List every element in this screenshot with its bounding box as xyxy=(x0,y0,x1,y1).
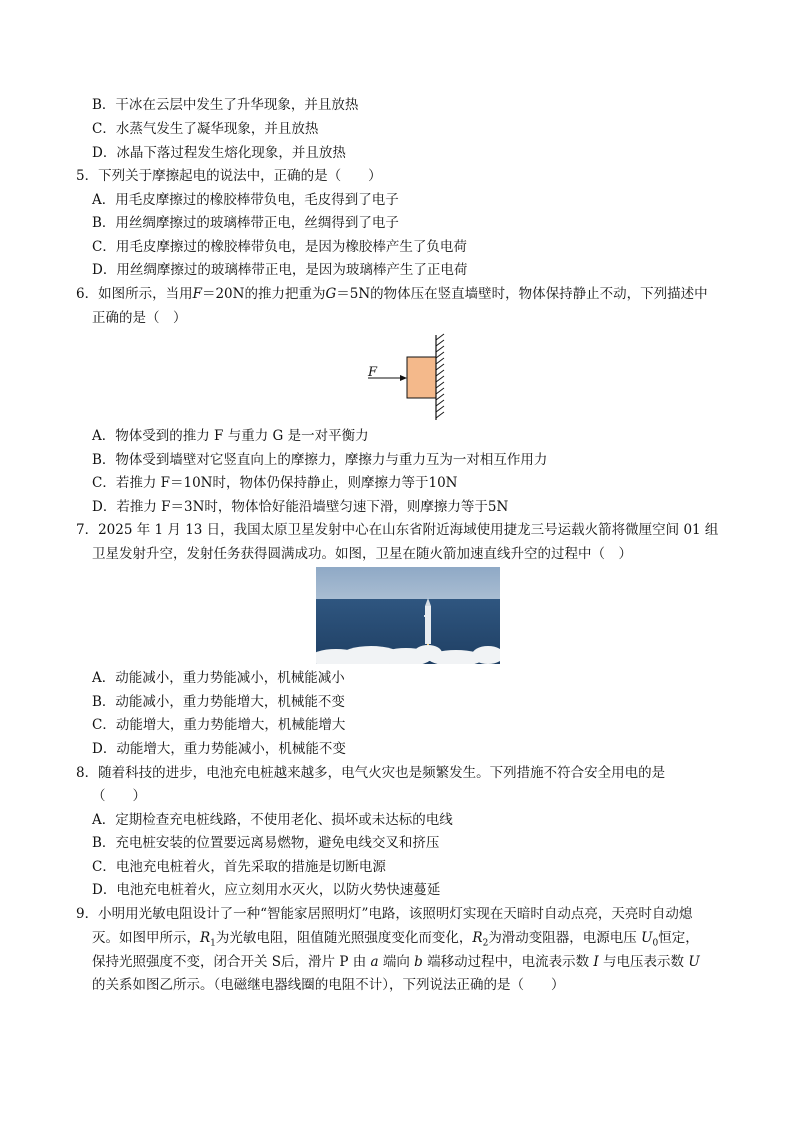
q9-text: 为滑动变阻器，电源电压 xyxy=(488,930,642,946)
q9-var-r2: R xyxy=(472,930,483,946)
q9-var-r1: R xyxy=(200,930,211,946)
q9-var-i: I xyxy=(593,954,599,970)
q9-var-a: a xyxy=(370,954,379,970)
q7-stem: 7．2025 年 1 月 13 日，我国太原卫星发射中心在山东省附近海域使用捷龙三号运载火箭将微厘空间 01 组 xyxy=(76,522,719,538)
q5-option-a: A．用毛皮摩擦过的橡胶棒带负电，毛皮得到了电子 xyxy=(92,192,399,208)
q9-text: 恒定， xyxy=(658,930,699,946)
q9-var-u: U xyxy=(688,954,700,970)
q5-option-b: B．用丝绸摩擦过的玻璃棒带正电，丝绸得到了电子 xyxy=(92,215,399,231)
q7-option-b: B．动能减小，重力势能增大，机械能不变 xyxy=(92,694,345,710)
q9-text: 为光敏电阻，阻值随光照强度变化而变化， xyxy=(215,930,473,946)
sky xyxy=(316,567,500,599)
q9-text: 灭。如图甲所示， xyxy=(92,930,200,946)
q9-line1: 9．小明用光敏电阻设计了一种“智能家居照明灯”电路，该照明灯实现在天暗时自动点亮，天亮时自动熄 xyxy=(76,906,693,922)
q7-option-c: C．动能增大，重力势能增大，机械能增大 xyxy=(92,717,346,733)
q8-option-d: D．电池充电桩着火，应立刻用水灭火，以防火势快速蔓延 xyxy=(92,882,441,898)
q5-option-d: D．用丝绸摩擦过的玻璃棒带正电，是因为玻璃棒产生了正电荷 xyxy=(92,262,468,278)
q6-var-f: F xyxy=(192,286,202,302)
q9-sub-1: 1 xyxy=(210,938,216,949)
q8-option-c: C．电池充电桩着火，首先采取的措施是切断电源 xyxy=(92,859,386,875)
q9-var-b: b xyxy=(414,954,423,970)
q6-option-a: A．物体受到的推力 F 与重力 G 是一对平衡力 xyxy=(92,428,369,444)
q4-option-c: C．水蒸气发生了凝华现象，并且放热 xyxy=(92,121,319,137)
block xyxy=(407,357,436,398)
q6-stem-line2: 正确的是（ ） xyxy=(92,310,187,326)
q9-line3 xyxy=(92,952,700,972)
q9-sub-0: 0 xyxy=(652,938,659,949)
q9-sub-2: 2 xyxy=(482,938,489,949)
force-arrow-head xyxy=(400,375,407,381)
q9-text: 与电压表示数 xyxy=(598,954,689,970)
q6-force-diagram xyxy=(360,330,460,425)
q6-option-c: C．若推力 F＝10N时，物体仍保持静止，则摩擦力等于10N xyxy=(92,475,458,491)
q6-diagram-label-f: F xyxy=(368,365,378,380)
wall-hatching xyxy=(436,334,444,418)
q6-eq1: ＝20N的推力把重为 xyxy=(201,286,326,302)
q9-text: 端移动过程中，电流表示数 xyxy=(422,954,594,970)
q6-var-g: G xyxy=(325,286,337,302)
q6-option-b: B．物体受到墙壁对它竖直向上的摩擦力，摩擦力与重力互为一对相互作用力 xyxy=(92,452,548,468)
rocket-body xyxy=(425,606,431,644)
q8-stem: 8．随着科技的进步，电池充电桩越来越多，电气火灾也是频繁发生。下列措施不符合安全用电的是 xyxy=(76,765,666,781)
rocket-launch-photo xyxy=(316,567,500,664)
q8-stem-line2: （ ） xyxy=(92,788,146,804)
q4-option-d: D．冰晶下落过程发生熔化现象，并且放热 xyxy=(92,145,346,161)
q7-stem-line2: 卫星发射升空，发射任务获得圆满成功。如图，卫星在随火箭加速直线升空的过程中（ ） xyxy=(92,546,632,562)
q9-line2 xyxy=(92,928,699,954)
q9-text: 端向 xyxy=(378,954,415,970)
q6-option-d: D．若推力 F＝3N时，物体恰好能沿墙壁匀速下滑，则摩擦力等于5N xyxy=(92,499,509,515)
q8-option-a: A．定期检查充电桩线路，不使用老化、损坏或未达标的电线 xyxy=(92,812,453,828)
q6-eq2: ＝5N的物体压在竖直墙壁时，物体保持静止不动，下列描述中 xyxy=(336,286,708,302)
q5-option-c: C．用毛皮摩擦过的橡胶棒带负电，是因为橡胶棒产生了负电荷 xyxy=(92,239,467,255)
q7-option-a: A．动能减小，重力势能减小，机械能减小 xyxy=(92,670,345,686)
q4-option-b: B．干冰在云层中发生了升华现象，并且放热 xyxy=(92,97,359,113)
q9-line4: 的关系如图乙所示。（电磁继电器线圈的电阻不计），下列说法正确的是（ ） xyxy=(92,977,565,993)
q9-text: 保持光照强度不变，闭合开关 S后，滑片 P 由 xyxy=(92,954,371,970)
q9-var-u0: U xyxy=(641,930,653,946)
q8-option-b: B．充电桩安装的位置要远离易燃物，避免电线交叉和挤压 xyxy=(92,835,440,851)
q5-stem: 5．下列关于摩擦起电的说法中，正确的是（ ） xyxy=(76,168,382,184)
q6-stem xyxy=(76,284,708,304)
q7-option-d: D．动能增大，重力势能减小，机械能不变 xyxy=(92,741,346,757)
q6-stem-pre: 6．如图所示，当用 xyxy=(76,286,193,302)
